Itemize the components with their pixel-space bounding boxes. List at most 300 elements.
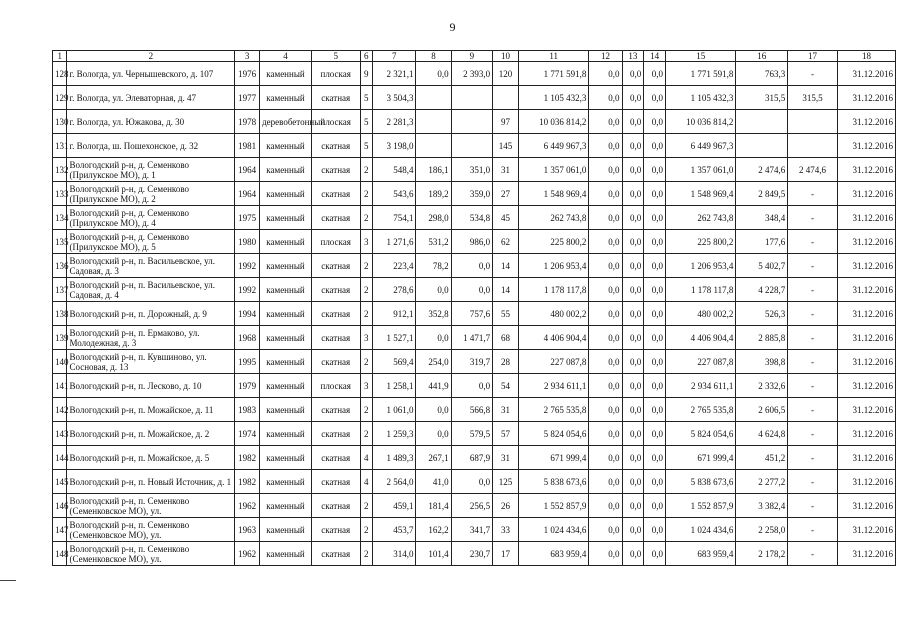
cell-floors: 2 xyxy=(360,494,372,518)
cell-address: Вологодский р-н, п. Можайское, д. 5 xyxy=(67,446,235,470)
cell-area-col9: 534,8 xyxy=(451,206,492,230)
cell-cost-col13: 0,0 xyxy=(622,542,644,566)
cell-area-col9 xyxy=(451,86,492,110)
cell-cost-per-sqm: 2 474,6 xyxy=(736,158,788,182)
column-header-8: 8 xyxy=(416,51,451,62)
cell-floors: 4 xyxy=(360,470,372,494)
table-row xyxy=(53,206,896,230)
cell-total-area: 543,6 xyxy=(372,182,415,206)
cell-row-number: 144 xyxy=(53,446,67,470)
cell-deadline-date: 31.12.2016 xyxy=(837,134,895,158)
cell-cost-col13: 0,0 xyxy=(622,518,644,542)
cell-wall-material: каменный xyxy=(260,350,312,374)
cell-cost-col12: 0,0 xyxy=(589,302,622,326)
cell-owner-funds: 1 024 434,6 xyxy=(665,518,735,542)
cell-area-col9: 757,6 xyxy=(451,302,492,326)
cell-cost-col12: 0,0 xyxy=(589,350,622,374)
cell-owner-funds: 671 999,4 xyxy=(665,446,735,470)
cell-deadline-date: 31.12.2016 xyxy=(837,302,895,326)
cell-wall-material: каменный xyxy=(260,398,312,422)
cell-area-col9: 230,7 xyxy=(451,542,492,566)
cell-cost-col13: 0,0 xyxy=(622,350,644,374)
cell-wall-material: каменный xyxy=(260,470,312,494)
cell-residents: 26 xyxy=(493,494,519,518)
cell-build-year: 1978 xyxy=(235,110,260,134)
cell-owner-funds: 2 934 611,1 xyxy=(665,374,735,398)
cell-total-area: 2 564,0 xyxy=(372,470,415,494)
cell-area-col8: 0,0 xyxy=(416,422,451,446)
column-header-17: 17 xyxy=(788,51,838,62)
cell-wall-material: каменный xyxy=(260,134,312,158)
cell-roof-type: скатная xyxy=(311,398,360,422)
cell-area-col8: 78,2 xyxy=(416,254,451,278)
cell-address: Вологодский р-н, д. Семенково (Прилукское МО), д. 2 xyxy=(67,182,235,206)
cell-cost-per-sqm: 2 258,0 xyxy=(736,518,788,542)
cell-residents: 31 xyxy=(493,158,519,182)
cell-cost-col14: 0,0 xyxy=(644,446,666,470)
cell-address: Вологодский р-н, п. Васильевское, ул. Садовая, д. 4 xyxy=(67,278,235,302)
cell-address: Вологодский р-н, д. Семенково (Прилукское МО), д. 1 xyxy=(67,158,235,182)
cell-residents xyxy=(493,86,519,110)
cell-residents: 17 xyxy=(493,542,519,566)
cell-roof-type: скатная xyxy=(311,158,360,182)
cell-cost-col14: 0,0 xyxy=(644,158,666,182)
cell-total-cost: 2 934 611,1 xyxy=(518,374,588,398)
cell-cost-col13: 0,0 xyxy=(622,110,644,134)
cell-floors: 2 xyxy=(360,542,372,566)
cell-area-col9: 351,0 xyxy=(451,158,492,182)
cell-deadline-date: 31.12.2016 xyxy=(837,62,895,86)
cell-cost-col14: 0,0 xyxy=(644,470,666,494)
cell-residents: 31 xyxy=(493,398,519,422)
cell-total-area: 1 527,1 xyxy=(372,326,415,350)
cell-total-area: 912,1 xyxy=(372,302,415,326)
cell-wall-material: каменный xyxy=(260,494,312,518)
cell-total-area: 223,4 xyxy=(372,254,415,278)
cell-total-area: 453,7 xyxy=(372,518,415,542)
cell-total-area: 1 061,0 xyxy=(372,398,415,422)
cell-cost-per-sqm: 2 178,2 xyxy=(736,542,788,566)
cell-wall-material: каменный xyxy=(260,542,312,566)
cell-cost-col12: 0,0 xyxy=(589,398,622,422)
cell-floors: 2 xyxy=(360,254,372,278)
column-header-2: 2 xyxy=(67,51,235,62)
cell-address: Вологодский р-н, п. Можайское, д. 11 xyxy=(67,398,235,422)
cell-build-year: 1983 xyxy=(235,398,260,422)
table-row xyxy=(53,158,896,182)
cell-total-area: 3 504,3 xyxy=(372,86,415,110)
cell-roof-type: скатная xyxy=(311,206,360,230)
cell-cost-col13: 0,0 xyxy=(622,62,644,86)
cell-wall-material: каменный xyxy=(260,518,312,542)
cell-cost-col14: 0,0 xyxy=(644,134,666,158)
cell-build-year: 1963 xyxy=(235,518,260,542)
cell-row-number: 129 xyxy=(53,86,67,110)
column-header-15: 15 xyxy=(665,51,735,62)
margin-mark xyxy=(0,580,16,581)
cell-address: Вологодский р-н, п. Можайское, д. 2 xyxy=(67,422,235,446)
cell-residents: 54 xyxy=(493,374,519,398)
cell-build-year: 1995 xyxy=(235,350,260,374)
cell-build-year: 1962 xyxy=(235,494,260,518)
cell-total-cost: 1 552 857,9 xyxy=(518,494,588,518)
cell-owner-funds: 10 036 814,2 xyxy=(665,110,735,134)
cell-area-col9 xyxy=(451,110,492,134)
table-row xyxy=(53,398,896,422)
cell-build-year: 1968 xyxy=(235,326,260,350)
column-header-14: 14 xyxy=(644,51,666,62)
cell-floors: 3 xyxy=(360,374,372,398)
cell-deadline-date: 31.12.2016 xyxy=(837,446,895,470)
column-header-3: 3 xyxy=(235,51,260,62)
cell-address: Вологодский р-н, п. Ермаково, ул. Молодежная, д. 3 xyxy=(67,326,235,350)
cell-build-year: 1992 xyxy=(235,254,260,278)
cell-total-cost: 10 036 814,2 xyxy=(518,110,588,134)
cell-floors: 9 xyxy=(360,62,372,86)
cell-roof-type: скатная xyxy=(311,134,360,158)
cell-cost-per-sqm: 3 382,4 xyxy=(736,494,788,518)
cell-residents: 57 xyxy=(493,422,519,446)
cell-row-number: 137 xyxy=(53,278,67,302)
cell-area-col9: 579,5 xyxy=(451,422,492,446)
cell-wall-material: каменный xyxy=(260,62,312,86)
cell-total-cost: 683 959,4 xyxy=(518,542,588,566)
cell-cost-col14: 0,0 xyxy=(644,86,666,110)
cell-deadline-date: 31.12.2016 xyxy=(837,182,895,206)
cell-limit-cost: - xyxy=(788,278,838,302)
cell-wall-material: каменный xyxy=(260,254,312,278)
cell-cost-col14: 0,0 xyxy=(644,110,666,134)
cell-cost-col14: 0,0 xyxy=(644,542,666,566)
cell-total-cost: 1 771 591,8 xyxy=(518,62,588,86)
cell-cost-per-sqm: 763,3 xyxy=(736,62,788,86)
cell-cost-col13: 0,0 xyxy=(622,494,644,518)
cell-row-number: 142 xyxy=(53,398,67,422)
cell-owner-funds: 262 743,8 xyxy=(665,206,735,230)
cell-address: г. Вологда, ул. Чернышевского, д. 107 xyxy=(67,62,235,86)
cell-cost-col12: 0,0 xyxy=(589,182,622,206)
cell-residents: 28 xyxy=(493,350,519,374)
cell-address: Вологодский р-н, п. Васильевское, ул. Садовая, д. 3 xyxy=(67,254,235,278)
cell-total-area: 314,0 xyxy=(372,542,415,566)
cell-deadline-date: 31.12.2016 xyxy=(837,254,895,278)
cell-deadline-date: 31.12.2016 xyxy=(837,494,895,518)
cell-area-col9: 566,8 xyxy=(451,398,492,422)
cell-cost-col12: 0,0 xyxy=(589,494,622,518)
cell-residents: 68 xyxy=(493,326,519,350)
cell-cost-per-sqm: 4 228,7 xyxy=(736,278,788,302)
cell-total-area: 2 321,1 xyxy=(372,62,415,86)
cell-cost-col14: 0,0 xyxy=(644,518,666,542)
cell-cost-col13: 0,0 xyxy=(622,374,644,398)
cell-cost-per-sqm: 2 606,5 xyxy=(736,398,788,422)
cell-cost-col14: 0,0 xyxy=(644,374,666,398)
cell-area-col8: 0,0 xyxy=(416,326,451,350)
cell-deadline-date: 31.12.2016 xyxy=(837,350,895,374)
cell-cost-col13: 0,0 xyxy=(622,398,644,422)
cell-area-col8: 254,0 xyxy=(416,350,451,374)
cell-residents: 27 xyxy=(493,182,519,206)
cell-row-number: 141 xyxy=(53,374,67,398)
cell-wall-material: каменный xyxy=(260,206,312,230)
column-header-6: 6 xyxy=(360,51,372,62)
cell-row-number: 140 xyxy=(53,350,67,374)
table-row xyxy=(53,446,896,470)
table-row xyxy=(53,182,896,206)
cell-cost-col13: 0,0 xyxy=(622,326,644,350)
cell-wall-material: каменный xyxy=(260,422,312,446)
cell-owner-funds: 480 002,2 xyxy=(665,302,735,326)
column-header-10: 10 xyxy=(493,51,519,62)
cell-cost-col14: 0,0 xyxy=(644,182,666,206)
column-header-5: 5 xyxy=(311,51,360,62)
cell-cost-col12: 0,0 xyxy=(589,134,622,158)
cell-cost-per-sqm xyxy=(736,110,788,134)
cell-row-number: 132 xyxy=(53,158,67,182)
cell-cost-col13: 0,0 xyxy=(622,470,644,494)
cell-floors: 3 xyxy=(360,326,372,350)
table-row xyxy=(53,422,896,446)
cell-area-col9: 1 471,7 xyxy=(451,326,492,350)
cell-address: Вологодский р-н, п. Семенково (Семенковское МО), ул. xyxy=(67,494,235,518)
cell-cost-col13: 0,0 xyxy=(622,446,644,470)
cell-residents: 33 xyxy=(493,518,519,542)
cell-residents: 125 xyxy=(493,470,519,494)
cell-cost-col13: 0,0 xyxy=(622,206,644,230)
table-row xyxy=(53,542,896,566)
cell-area-col9: 986,0 xyxy=(451,230,492,254)
cell-address: Вологодский р-н, д. Семенково (Прилукское МО), д. 4 xyxy=(67,206,235,230)
cell-row-number: 128 xyxy=(53,62,67,86)
cell-cost-col13: 0,0 xyxy=(622,134,644,158)
cell-owner-funds: 1 357 061,0 xyxy=(665,158,735,182)
cell-deadline-date: 31.12.2016 xyxy=(837,518,895,542)
cell-deadline-date: 31.12.2016 xyxy=(837,326,895,350)
cell-cost-col14: 0,0 xyxy=(644,278,666,302)
cell-deadline-date: 31.12.2016 xyxy=(837,422,895,446)
cell-wall-material: деревобетонный xyxy=(260,110,312,134)
cell-floors: 2 xyxy=(360,206,372,230)
cell-total-area: 548,4 xyxy=(372,158,415,182)
column-header-9: 9 xyxy=(451,51,492,62)
cell-wall-material: каменный xyxy=(260,278,312,302)
cell-area-col9: 359,0 xyxy=(451,182,492,206)
cell-floors: 3 xyxy=(360,230,372,254)
cell-area-col8: 181,4 xyxy=(416,494,451,518)
cell-build-year: 1980 xyxy=(235,230,260,254)
cell-limit-cost: - xyxy=(788,182,838,206)
cell-deadline-date: 31.12.2016 xyxy=(837,158,895,182)
cell-cost-col14: 0,0 xyxy=(644,62,666,86)
cell-area-col8: 0,0 xyxy=(416,62,451,86)
cell-total-cost: 1 548 969,4 xyxy=(518,182,588,206)
cell-total-area: 459,1 xyxy=(372,494,415,518)
cell-floors: 5 xyxy=(360,110,372,134)
cell-cost-per-sqm: 526,3 xyxy=(736,302,788,326)
cell-cost-per-sqm: 348,4 xyxy=(736,206,788,230)
cell-row-number: 131 xyxy=(53,134,67,158)
cell-cost-col14: 0,0 xyxy=(644,326,666,350)
cell-roof-type: скатная xyxy=(311,422,360,446)
cell-area-col8 xyxy=(416,134,451,158)
cell-owner-funds: 227 087,8 xyxy=(665,350,735,374)
cell-area-col9: 2 393,0 xyxy=(451,62,492,86)
cell-area-col8: 41,0 xyxy=(416,470,451,494)
cell-build-year: 1976 xyxy=(235,62,260,86)
cell-residents: 14 xyxy=(493,254,519,278)
cell-wall-material: каменный xyxy=(260,86,312,110)
cell-floors: 4 xyxy=(360,446,372,470)
cell-total-area: 1 271,6 xyxy=(372,230,415,254)
cell-owner-funds: 4 406 904,4 xyxy=(665,326,735,350)
cell-total-cost: 1 178 117,8 xyxy=(518,278,588,302)
cell-limit-cost: - xyxy=(788,398,838,422)
column-header-4: 4 xyxy=(260,51,312,62)
cell-build-year: 1964 xyxy=(235,158,260,182)
cell-floors: 2 xyxy=(360,422,372,446)
cell-total-area: 1 489,3 xyxy=(372,446,415,470)
cell-deadline-date: 31.12.2016 xyxy=(837,110,895,134)
cell-cost-col14: 0,0 xyxy=(644,494,666,518)
cell-limit-cost: - xyxy=(788,494,838,518)
cell-total-cost: 4 406 904,4 xyxy=(518,326,588,350)
cell-area-col8: 189,2 xyxy=(416,182,451,206)
cell-cost-per-sqm: 5 402,7 xyxy=(736,254,788,278)
cell-roof-type: скатная xyxy=(311,350,360,374)
cell-area-col8 xyxy=(416,86,451,110)
cell-wall-material: каменный xyxy=(260,302,312,326)
cell-residents: 14 xyxy=(493,278,519,302)
cell-owner-funds: 5 838 673,6 xyxy=(665,470,735,494)
cell-address: Вологодский р-н, п. Семенково (Семенковское МО), ул. xyxy=(67,518,235,542)
cell-roof-type: скатная xyxy=(311,518,360,542)
cell-total-area: 569,4 xyxy=(372,350,415,374)
cell-roof-type: скатная xyxy=(311,326,360,350)
cell-cost-col12: 0,0 xyxy=(589,542,622,566)
cell-cost-col13: 0,0 xyxy=(622,230,644,254)
cell-address: Вологодский р-н, п. Кувшиново, ул. Сосновая, д. 13 xyxy=(67,350,235,374)
cell-roof-type: скатная xyxy=(311,86,360,110)
cell-cost-col12: 0,0 xyxy=(589,86,622,110)
table-row xyxy=(53,254,896,278)
cell-build-year: 1962 xyxy=(235,542,260,566)
cell-area-col8: 0,0 xyxy=(416,278,451,302)
cell-deadline-date: 31.12.2016 xyxy=(837,470,895,494)
cell-build-year: 1964 xyxy=(235,182,260,206)
cell-cost-col12: 0,0 xyxy=(589,374,622,398)
cell-deadline-date: 31.12.2016 xyxy=(837,86,895,110)
cell-build-year: 1992 xyxy=(235,278,260,302)
cell-roof-type: скатная xyxy=(311,446,360,470)
cell-floors: 2 xyxy=(360,398,372,422)
table-row xyxy=(53,86,896,110)
cell-total-area: 278,6 xyxy=(372,278,415,302)
cell-address: г. Вологда, ш. Пошехонское, д. 32 xyxy=(67,134,235,158)
cell-total-cost: 227 087,8 xyxy=(518,350,588,374)
cell-total-area: 1 258,1 xyxy=(372,374,415,398)
cell-cost-per-sqm xyxy=(736,134,788,158)
cell-address: Вологодский р-н, п. Лесково, д. 10 xyxy=(67,374,235,398)
cell-residents: 55 xyxy=(493,302,519,326)
cell-residents: 97 xyxy=(493,110,519,134)
cell-deadline-date: 31.12.2016 xyxy=(837,542,895,566)
cell-floors: 2 xyxy=(360,158,372,182)
cell-limit-cost xyxy=(788,134,838,158)
cell-limit-cost: 315,5 xyxy=(788,86,838,110)
cell-total-area: 754,1 xyxy=(372,206,415,230)
cell-total-cost: 480 002,2 xyxy=(518,302,588,326)
cell-cost-col14: 0,0 xyxy=(644,230,666,254)
column-header-12: 12 xyxy=(589,51,622,62)
cell-build-year: 1981 xyxy=(235,134,260,158)
column-header-1: 1 xyxy=(53,51,67,62)
cell-cost-col13: 0,0 xyxy=(622,302,644,326)
table-row xyxy=(53,278,896,302)
cell-deadline-date: 31.12.2016 xyxy=(837,230,895,254)
cell-roof-type: плоская xyxy=(311,230,360,254)
cell-limit-cost: - xyxy=(788,374,838,398)
cell-row-number: 147 xyxy=(53,518,67,542)
cell-owner-funds: 1 105 432,3 xyxy=(665,86,735,110)
cell-cost-col13: 0,0 xyxy=(622,254,644,278)
cell-owner-funds: 1 552 857,9 xyxy=(665,494,735,518)
cell-deadline-date: 31.12.2016 xyxy=(837,206,895,230)
cell-total-cost: 671 999,4 xyxy=(518,446,588,470)
cell-area-col8: 298,0 xyxy=(416,206,451,230)
table-row xyxy=(53,350,896,374)
cell-build-year: 1975 xyxy=(235,206,260,230)
cell-cost-col14: 0,0 xyxy=(644,398,666,422)
cell-roof-type: плоская xyxy=(311,374,360,398)
cell-deadline-date: 31.12.2016 xyxy=(837,374,895,398)
cell-address: Вологодский р-н, п. Семенково (Семенковское МО), ул. xyxy=(67,542,235,566)
cell-area-col8: 162,2 xyxy=(416,518,451,542)
cell-total-area: 1 259,3 xyxy=(372,422,415,446)
cell-area-col9: 0,0 xyxy=(451,374,492,398)
cell-wall-material: каменный xyxy=(260,182,312,206)
cell-row-number: 143 xyxy=(53,422,67,446)
cell-roof-type: скатная xyxy=(311,254,360,278)
cell-roof-type: плоская xyxy=(311,62,360,86)
cell-owner-funds: 225 800,2 xyxy=(665,230,735,254)
cell-cost-col13: 0,0 xyxy=(622,278,644,302)
cell-wall-material: каменный xyxy=(260,158,312,182)
cell-wall-material: каменный xyxy=(260,230,312,254)
cell-row-number: 139 xyxy=(53,326,67,350)
cell-cost-col14: 0,0 xyxy=(644,350,666,374)
cell-limit-cost: - xyxy=(788,230,838,254)
cell-cost-per-sqm: 4 624,8 xyxy=(736,422,788,446)
cell-roof-type: скатная xyxy=(311,302,360,326)
cell-area-col9: 0,0 xyxy=(451,254,492,278)
table-row xyxy=(53,302,896,326)
cell-floors: 5 xyxy=(360,86,372,110)
column-header-11: 11 xyxy=(518,51,588,62)
cell-address: г. Вологда, ул. Южакова, д. 30 xyxy=(67,110,235,134)
table-row xyxy=(53,110,896,134)
column-header-18: 18 xyxy=(837,51,895,62)
column-header-16: 16 xyxy=(736,51,788,62)
cell-address: Вологодский р-н, д. Семенково (Прилукское МО), д. 5 xyxy=(67,230,235,254)
cell-owner-funds: 1 178 117,8 xyxy=(665,278,735,302)
cell-floors: 2 xyxy=(360,350,372,374)
cell-residents: 62 xyxy=(493,230,519,254)
column-number-header xyxy=(53,51,896,62)
cell-row-number: 130 xyxy=(53,110,67,134)
cell-cost-col12: 0,0 xyxy=(589,158,622,182)
cell-owner-funds: 1 771 591,8 xyxy=(665,62,735,86)
cell-cost-col12: 0,0 xyxy=(589,110,622,134)
